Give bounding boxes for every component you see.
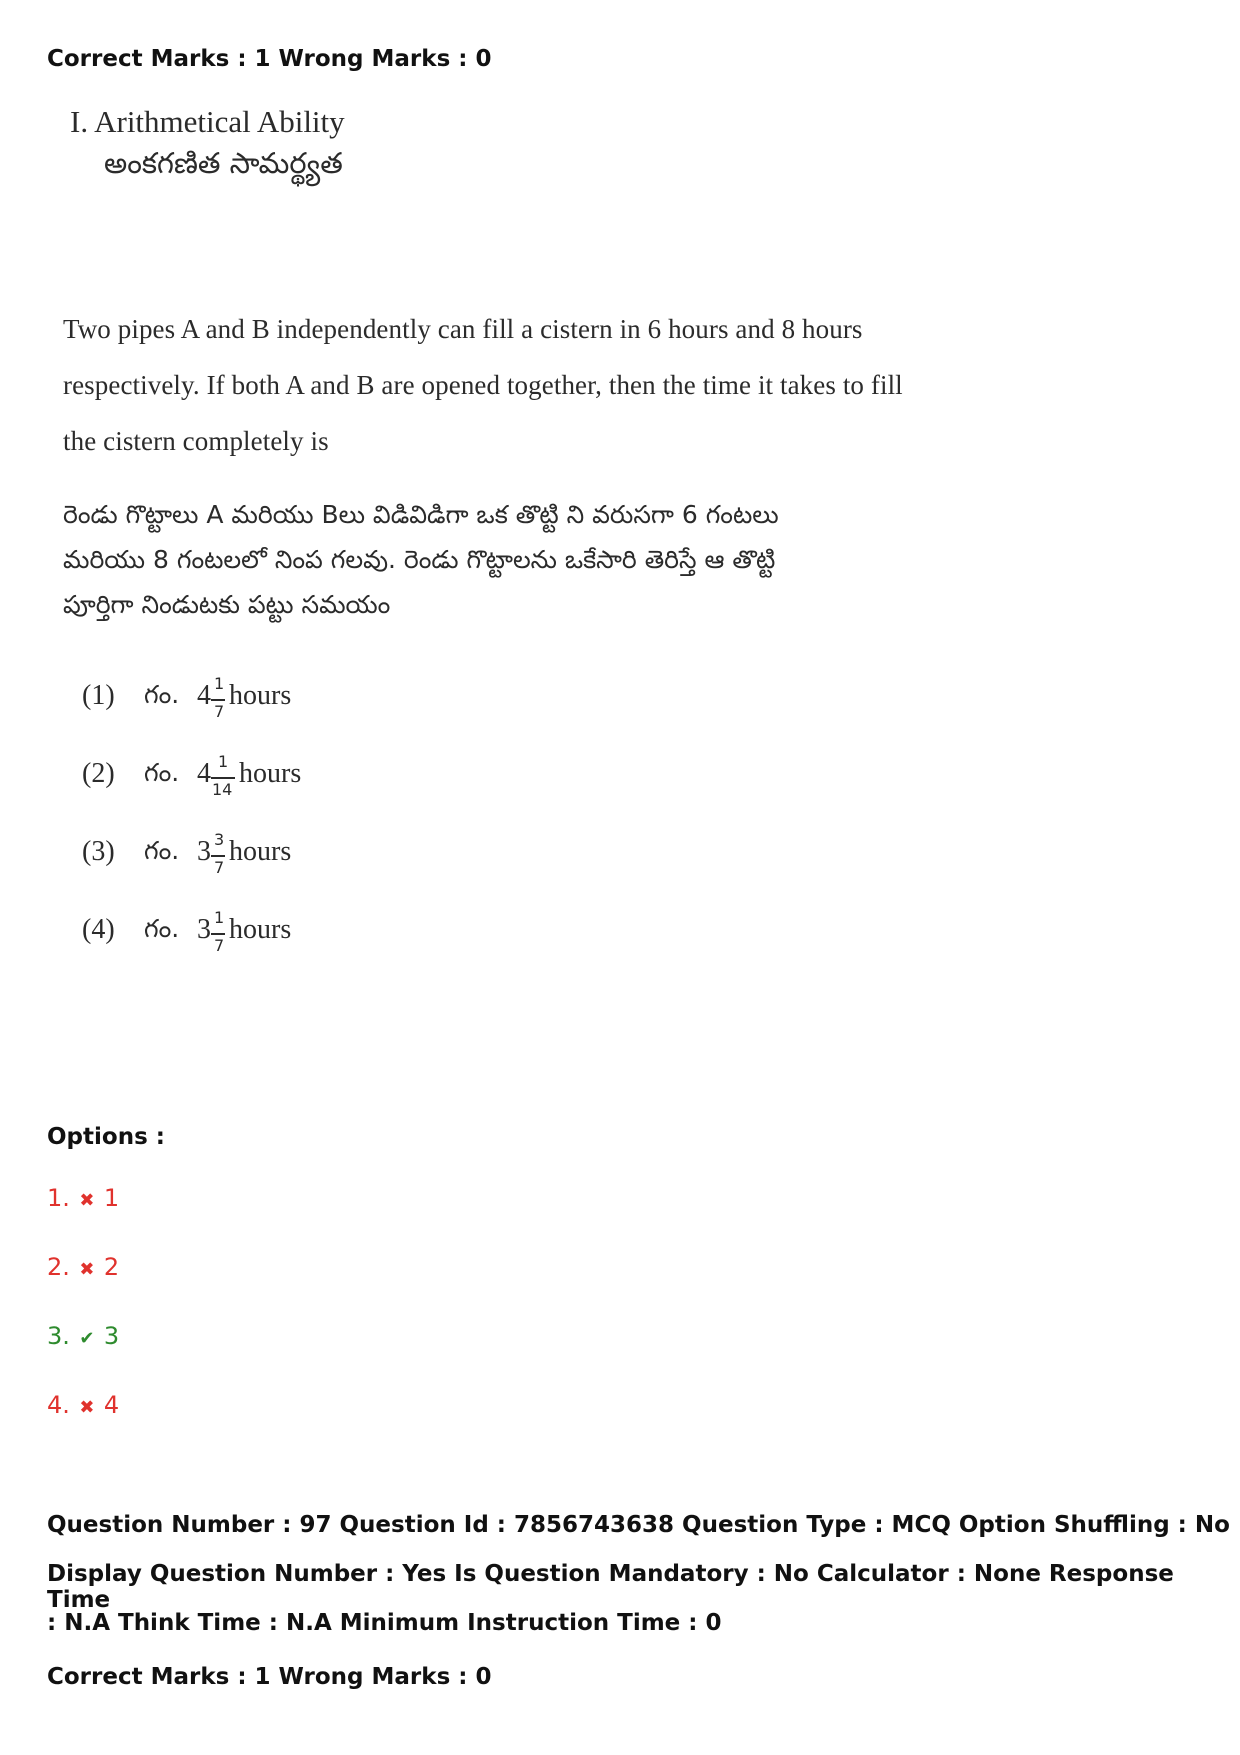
option-prefix: 1. <box>47 1184 70 1212</box>
question-meta-line-3: : N.A Think Time : N.A Minimum Instruction Time : 0 <box>47 1610 722 1636</box>
choice-number: (4) <box>82 914 115 945</box>
fraction-numerator: 3 <box>214 830 225 849</box>
option-prefix: 2. <box>47 1253 70 1281</box>
choice-telugu-unit: గం. <box>144 758 180 787</box>
fraction-denominator: 7 <box>214 858 225 877</box>
fraction-denominator: 7 <box>214 702 225 721</box>
choice-telugu-unit: గం. <box>144 914 180 943</box>
fraction-whole: 4 <box>197 680 211 711</box>
choice-number: (2) <box>82 758 115 789</box>
question-line-en-3: the cistern completely is <box>63 426 329 456</box>
option-value: 4 <box>103 1391 120 1419</box>
wrong-x-icon: ✖ <box>79 1190 95 1211</box>
fraction-unit: hours <box>229 836 292 867</box>
option-1[interactable] <box>47 1184 119 1212</box>
fraction-whole: 3 <box>197 836 211 867</box>
marks-header: Correct Marks : 1 Wrong Marks : 0 <box>47 46 492 72</box>
fraction-numerator: 1 <box>214 908 225 927</box>
question-line-en-2: respectively. If both A and B are opened together, then the time it takes to fill <box>63 370 903 400</box>
choice-telugu-unit: గం. <box>144 836 180 865</box>
fraction-unit: hours <box>239 758 302 789</box>
question-image <box>0 90 1240 990</box>
marks-footer: Correct Marks : 1 Wrong Marks : 0 <box>47 1664 492 1690</box>
choice-number: (3) <box>82 836 115 867</box>
option-3[interactable] <box>47 1322 119 1350</box>
fraction-unit: hours <box>229 914 292 945</box>
section-title: I. Arithmetical Ability <box>70 104 345 139</box>
fraction-bar <box>211 933 225 935</box>
correct-check-icon: ✔ <box>79 1328 95 1349</box>
option-2[interactable] <box>47 1253 119 1281</box>
fraction-numerator: 1 <box>214 674 225 693</box>
choice-telugu-unit: గం. <box>144 680 180 709</box>
wrong-x-icon: ✖ <box>79 1397 95 1418</box>
option-value: 2 <box>103 1253 120 1281</box>
fraction-bar <box>211 777 235 779</box>
question-meta-line-1: Question Number : 97 Question Id : 7856743638 Question Type : MCQ Option Shuffling : No <box>47 1512 1230 1538</box>
fraction-whole: 4 <box>197 758 211 789</box>
question-line-en-1: Two pipes A and B independently can fill a cistern in 6 hours and 8 hours <box>63 314 863 344</box>
question-meta-line-2: Display Question Number : Yes Is Question Mandatory : No Calculator : None Response Time <box>47 1561 1174 1613</box>
fraction-numerator: 1 <box>218 752 229 771</box>
fraction-whole: 3 <box>197 914 211 945</box>
option-4[interactable] <box>47 1391 119 1419</box>
wrong-x-icon: ✖ <box>79 1259 95 1280</box>
section-title-telugu: అంకగణిత సామర్థ్యత <box>104 146 343 180</box>
question-line-te-1: రెండు గొట్టాలు A మరియు Bలు విడివిడిగా ఒక తొట్టి ని వరుసగా 6 గంటలు <box>63 500 779 529</box>
options-heading: Options : <box>47 1124 165 1150</box>
option-prefix: 3. <box>47 1322 70 1350</box>
choice-number: (1) <box>82 680 115 711</box>
option-value: 3 <box>103 1322 120 1350</box>
option-prefix: 4. <box>47 1391 70 1419</box>
fraction-bar <box>211 699 225 701</box>
fraction-denominator: 14 <box>212 780 233 799</box>
option-value: 1 <box>103 1184 120 1212</box>
question-line-te-2: మరియు 8 గంటలలో నింప గలవు. రెండు గొట్టాలను ఒకేసారి తెరిస్తే ఆ తొట్టి <box>63 545 776 574</box>
fraction-bar <box>211 855 225 857</box>
question-line-te-3: పూర్తిగా నిండుటకు పట్టు సమయం <box>63 590 391 619</box>
fraction-unit: hours <box>229 680 292 711</box>
fraction-denominator: 7 <box>214 936 225 955</box>
